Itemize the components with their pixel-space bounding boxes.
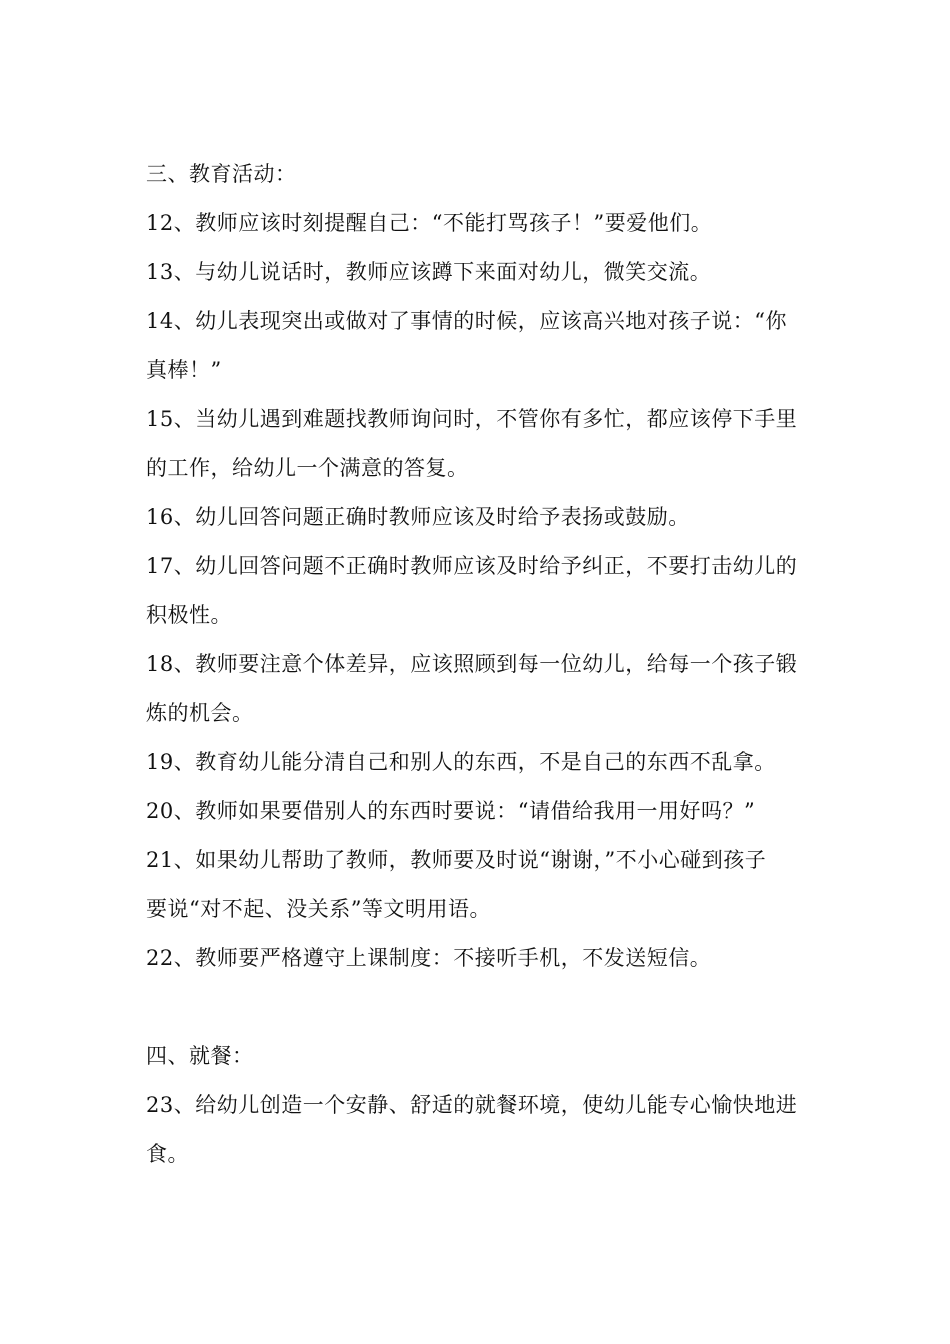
text-line: 真棒！” — [146, 358, 222, 382]
document-body — [146, 150, 826, 1179]
text-line: 炼的机会。 — [146, 701, 254, 725]
text-line: 14、幼儿表现突出或做对了事情的时候，应该高兴地对孩子说：“你 — [146, 309, 787, 333]
section-heading-dining: 四、就餐： — [146, 1044, 254, 1068]
text-line: 23、给幼儿创造一个安静、舒适的就餐环境，使幼儿能专心愉快地进 — [146, 1093, 798, 1117]
text-line: 12、教师应该时刻提醒自己：“不能打骂孩子！”要爱他们。 — [146, 211, 713, 235]
text-line: 食。 — [146, 1142, 189, 1166]
text-line: 19、教育幼儿能分清自己和别人的东西，不是自己的东西不乱拿。 — [146, 750, 776, 774]
section-heading-education: 三、教育活动： — [146, 162, 297, 186]
text-line: 17、幼儿回答问题不正确时教师应该及时给予纠正，不要打击幼儿的 — [146, 554, 798, 578]
text-line: 积极性。 — [146, 603, 232, 627]
text-line: 要说“对不起、没关系”等文明用语。 — [146, 897, 491, 921]
text-line: 16、幼儿回答问题正确时教师应该及时给予表扬或鼓励。 — [146, 505, 690, 529]
text-line: 13、与幼儿说话时，教师应该蹲下来面对幼儿，微笑交流。 — [146, 260, 712, 284]
text-line: 18、教师要注意个体差异，应该照顾到每一位幼儿，给每一个孩子锻 — [146, 652, 798, 676]
text-line: 22、教师要严格遵守上课制度：不接听手机，不发送短信。 — [146, 946, 712, 970]
text-line: 20、教师如果要借别人的东西时要说：“请借给我用一用好吗？” — [146, 799, 756, 823]
text-line: 21、如果幼儿帮助了教师，教师要及时说“谢谢，”不小心碰到孩子 — [146, 848, 767, 872]
section-spacer — [146, 983, 826, 1032]
text-line: 15、当幼儿遇到难题找教师询问时，不管你有多忙，都应该停下手里 — [146, 407, 798, 431]
text-line: 的工作，给幼儿一个满意的答复。 — [146, 456, 469, 480]
